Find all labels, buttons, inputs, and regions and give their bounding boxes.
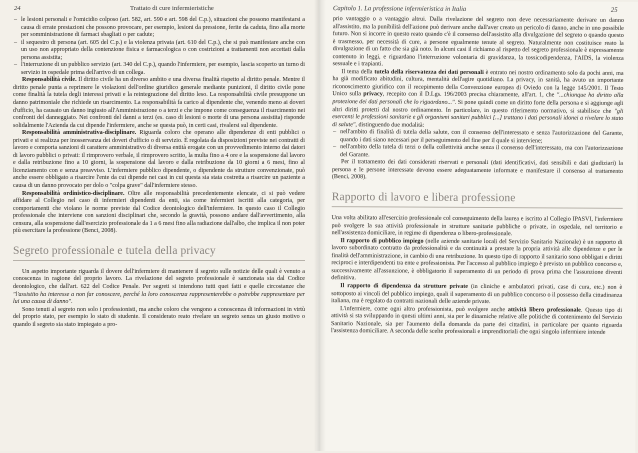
- paragraph-lead: Il rapporto di pubblico impiego: [340, 237, 424, 245]
- paragraph: [331, 238, 622, 285]
- bold-term: tutela della riservatezza dei dati personali: [374, 69, 484, 76]
- paragraph: [13, 191, 305, 236]
- paragraph-text: Il tema della: [341, 68, 375, 76]
- bold-term: privacy: [363, 91, 383, 98]
- paragraph-text: Sono tenuti al segreto non solo i professionisti, ma anche coloro che vengono a conoscenza di informazioni in virtù del proprio stato, per esempio lo stato di studente. Il considerato reato rivelare un segreto senza un giusto motivo o quando il segreto sia stato impiegato a pro-: [13, 306, 305, 328]
- paragraph-text: L'infermiere, come ogni altro professionista, può svolgere anche: [340, 305, 508, 313]
- paragraph: [13, 130, 305, 190]
- paragraph-text: Il diritto civile ha un diverso ambito e una diversa finalità rispetto al diritto penale. Mentre il diritto penale punta a reprimere le violazioni dell'ordine giuridico generale mediante punizioni, il diritto civile pone come finalità la tutela degli interessi privati e la reintegrazione del diritto leso. La responsabilità civile presuppone un danno patrimoniale che richiede un risarcimento. La responsabilità fa carico al dipendente che, venendo meno ai doveri d'ufficio, ha causato un danno ingiusto all'Amministrazione o a terzi e che impone come conseguenza il risarcimento nei confronti del danneggiato. Nei confronti del danni a terzi (es. caso di lesioni o morte di una persona assistita) risponde solidalmente l'Azienda da cui dipende l'infermiere, anche se questa può, in certi casi, rivalersi sul dipendente.: [13, 77, 305, 129]
- paragraph-lead: Responsabilità civile.: [22, 77, 77, 84]
- page-body: [331, 16, 624, 338]
- paragraph-text: Una volta abilitato all'esercizio professionale col conseguimento della laurea e iscritto al Collegio IPASVI, l'infermiere può svolgere la sua attività professionale in strutture sanitarie pubbliche o private, in ospedale, nel territorio e nell'assistenza domiciliare, in regime di dipendenza o libero-professionale.: [331, 215, 623, 238]
- right-page: [316, 0, 638, 453]
- paragraph-text: , recepito con il D.Lgs. 196/2003 precisa chiaramente, all'art. 1, che: [382, 91, 557, 99]
- book-gutter-shadow: [314, 0, 326, 451]
- paragraph: [13, 77, 305, 130]
- paragraph-lead: Responsabilità amministrativa-disciplinare.: [22, 130, 137, 137]
- list-item: – l'interruzione di un pubblico servizio (art. 340 del C.p.), quando l'infermiere, per esempio, lascia scoperto un turno di servizio in ospedale prima dell'arrivo di un collega.: [13, 62, 305, 77]
- section-heading: Segreto professionale e tutela della privacy: [13, 245, 305, 261]
- running-title: Trattato di cure infermieristiche: [130, 5, 214, 12]
- paragraph: [332, 215, 623, 239]
- page-number: 24: [14, 5, 21, 12]
- list-item: – nell'ambito di finalità di tutela della salute, con il consenso dell'interessato e senza l'autorizzazione del Garante, quando i dati siano necessari per il perseguimento del fine per il quale si interviene;: [332, 129, 623, 146]
- paragraph-text: (in cliniche e ambulatori privati, case di cura, etc.) non è sottoposto ai vincoli del pubblico impiego, quali il superamento di un pubblico concorso o il possesso della cittadinanza italiana, ma è regolato da contratti nazionali delle aziende private.: [331, 283, 623, 306]
- list-item: – il sequestro di persona (art. 605 del C.p.) e la violenza privata (art. 610 del C.p.), che si può manifestare anche con un uso non appropriato della contenzione fisica e farmacologica o con costrizioni a trattamenti non accettati dalla persona assistita;: [13, 40, 305, 63]
- paragraph-lead: Il rapporto di dipendenza da strutture private: [340, 283, 468, 290]
- bullet-list: [13, 17, 305, 77]
- section-heading: Rapporto di lavoro e libera professione: [332, 191, 623, 209]
- page-body: [13, 17, 305, 329]
- list-item: – nell'ambito della tutela di terzi o della collettività anche senza il consenso dell'interessato, ma con l'autorizzazione del Garante.: [332, 144, 623, 161]
- paragraph-text: .: [70, 299, 73, 306]
- running-title: Capitolo 1. La professione infermieristica in Italia: [332, 5, 467, 13]
- paragraph: [332, 159, 623, 183]
- quotation: "...chiunque ha diritto alla protezione dei dati personali che lo riguardano...": [332, 92, 624, 106]
- paragraph: [13, 269, 305, 307]
- bold-term: attività libero professionale: [507, 306, 581, 314]
- paragraph-text: Riguarda coloro che operano alle dipendenze di enti pubblici o privati e si realizza per inosservanza dei doveri d'ufficio o di servizio. È regolata da disposizioni previste nei contratti di lavoro e comporta sanzioni di carattere amministrativo di diversa entità erogate con un provvedimento interno dai datori di lavoro pubblici o privati: il rimprovero verbale, il rimprovero scritto, la multa fino a 4 ore e la sospensione dal lavoro e dalla retribuzione fino a 10 giorni, la sospensione dal lavoro e dalla retribuzione da 10 giorni a 6 mesi, fino al licenziamento con e senza preavviso. L'infermiere pubblico dipendente, o dipendente da strutture convenzionate, può anche essere obbligato a risarcire l'ente da cui dipende nei casi in cui questa sia stata costretta a risarcire un paziente a causa di un danno provocato per dolo o "colpa grave" dall'infermiere stesso.: [13, 130, 305, 190]
- paragraph-text: . Si pone quindi come un diritto forte della persona e si aggiunge agli altri diritti protetti dal nostro ordinamento. In particolare, in questo riferimento normativo, si stabilisce che: [332, 99, 624, 115]
- paragraph: [331, 306, 622, 338]
- paragraph: [332, 69, 623, 131]
- left-page: [0, 0, 319, 451]
- list-item: – le lesioni personali e l'omicidio colposo (art. 582, art. 590 e art. 598 del C.p.), situazioni che possono manifestarsi a causa di errate prestazioni che possono provocare, per esempio, lesioni da pressione, ferite da caduta, fino alla morte per somministrazione di farmaci sbagliati o per cadute;: [13, 17, 305, 40]
- quotation: "gli esercenti le professioni sanitarie e gli organismi sanitari pubblici [...] trattano i dati personali idonei a rivelare lo stato di salute": [332, 108, 624, 128]
- paragraph: [13, 307, 305, 330]
- paragraph: [333, 16, 624, 71]
- bullet-list: [332, 129, 623, 161]
- paragraph: [331, 283, 622, 307]
- paragraph-text: (nelle aziende sanitarie locali del Servizio Sanitario Nazionale) è un rapporto di lavoro subordinato contratto da professionalità e da continuità a prestare la propria attività alle dipendenze e per le finalità dell'amministrazione, in cambio di una retribuzione. In questo tipo di rapporto il sanitario sono obbligati e diritti reciproci e interdipendenti tra ente e professionista. Per l'accesso al pubblico impiego è previsto un pubblico concorso e, successivamente all'assunzione, è obbligatorio il superamento di un periodo di prova prima che l'assunzione diventi definitiva.: [331, 238, 623, 282]
- paragraph-text: è entrato nei nostro ordinamento solo da pochi anni, ma ha già modificato abitudini, cultura, mentalità dell'agire quotidiano. La privacy, in sanità, ha avuto un importante riconoscimento giuridico con il recepimento della Convenzione europea di Oviedo con la legge 145/2001. Il Testo Unico sulla: [332, 69, 624, 98]
- paragraph-text: , distinguendo due modalità:: [355, 121, 425, 129]
- paragraph-text: Un aspetto importante riguarda il dovere dell'infermiere di mantenere il segreto sulle notizie delle quali è venuto a conoscenza in ragione del proprio lavoro. La rivelazione del segreto professionale è sanzionata sia dal Codice deontologico, che dall'art. 622 del Codice Penale. Per segreti si intendono tutti quei fatti e quelle circostanze che: [13, 268, 305, 290]
- paragraph-text: Oltre alle responsabilità precedentemente elencate, ci si può vedere affidare al Collegio nel caso di infermieri dipendenti da enti, sia come infermieri iscritti alla categoria, per comportamenti che violano le norme previste dal Codice deontologico dell'infermiere. In questo caso il Collegio professionale che interviene con sanzioni disciplinari che, secondo la gravità, possono andare dall'avvertimento, alla censura, alla sospensione dall'esercizio professionale da 1 a 6 mesi fino alla radiazione dall'albo, che implica il non poter più esercitare la professione (Benci, 2008).: [13, 190, 305, 235]
- paragraph-text: prio vantaggio o a vantaggio altrui. Dalla rivelazione del segreto non deve necessariamente derivare un danno all'assistito, ma la punibilità dell'azione può derivare anche dall'aver creato un pericolo di danno, anche in uno possibile futuro. Non si incorre in questo reato quando c'è il consenso dell'assistito alla divulgazione del segreto o quando questo è trasmesso, per necessità di cure, a persone egualmente tenute al segreto. Naturalmente non costituisce reato la divulgazione di un fatto che sia già noto. In alcuni casi il richiamo al rispetto del segreto professionale è espressamente contenuto in leggi, e riguardano l'interruzione volontaria di gravidanza, la tossicodipendenza, l'AIDS, la violenza sessuale e i trapianti.: [332, 16, 624, 68]
- quotation: "l'assistito ha interesse a non far conoscere, perché la loro conoscenza rappresenterebbe o potrebbe rappresentare per lui una causa di danno": [13, 291, 305, 306]
- page-number: 25: [610, 6, 618, 14]
- paragraph-text: . Questo tipo di attività si sta sviluppando in questi ultimi anni, sia per le dinamiche relative alle politiche di contenimento del Servizio Sanitario Nazionale, sia per l'aumento della domanda da parte dei cittadini, in particolare per quanto riguarda l'assistenza domiciliare. A seconda delle scelte professionali e imprenditoriali che ogni singolo infermiere intende: [330, 307, 623, 336]
- paragraph-lead: Responsabilità ordinistico-disciplinare.: [22, 190, 125, 197]
- paragraph-text: Per il trattamento dei dati considerati riservati e personali (dati identificativi, dati sensibili e dati giudiziari) la persona e le persone interessate devono essere adeguatamente informate e manifestare il consenso al trattamento (Benci, 2008).: [331, 159, 624, 181]
